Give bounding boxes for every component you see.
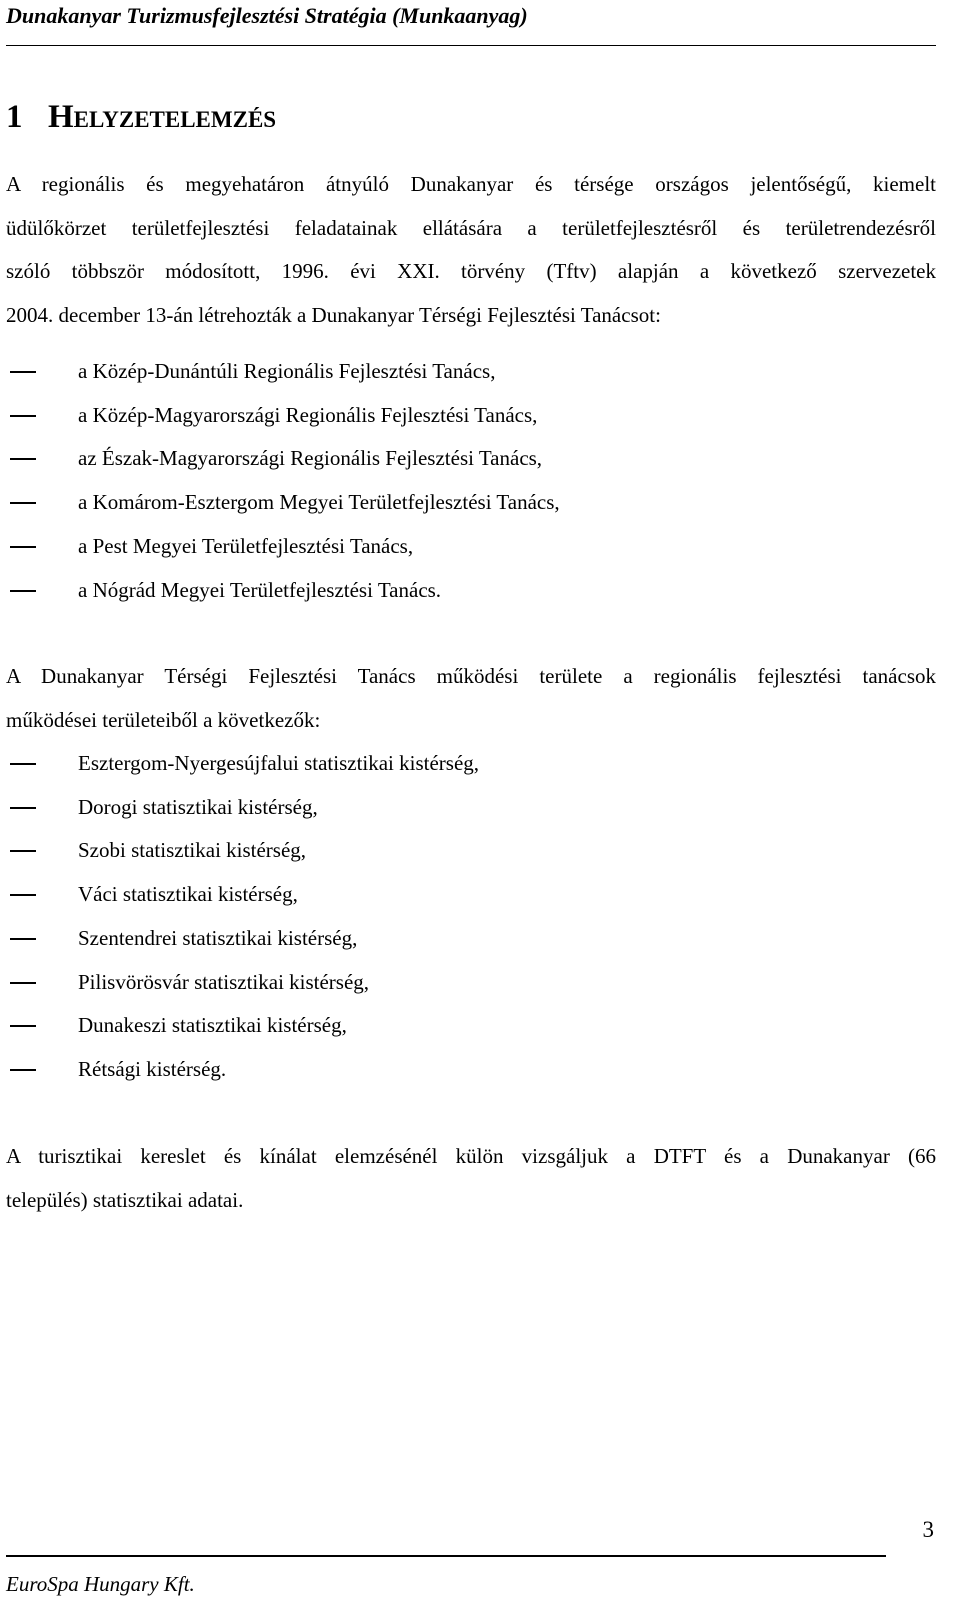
page-header-title: Dunakanyar Turizmusfejlesztési Stratégia (Munkaanyag) — [6, 3, 528, 28]
section-number: 1 — [6, 99, 23, 135]
dash-bullet-icon — [10, 807, 36, 809]
list-item — [6, 917, 479, 961]
list-item — [6, 742, 479, 786]
section-title-rest: elyzetelemzés — [73, 99, 277, 135]
dash-bullet-icon — [10, 458, 36, 460]
list-item — [6, 481, 560, 525]
paragraph-line: működései területeiből a következők: — [6, 707, 321, 732]
paragraph-intro — [6, 163, 936, 338]
list-item — [6, 350, 560, 394]
footer-rule — [6, 1555, 886, 1557]
dash-bullet-icon — [10, 763, 36, 765]
dash-bullet-icon — [10, 415, 36, 417]
list-item-text: a Közép-Dunántúli Regionális Fejlesztési Tanács, — [78, 359, 496, 383]
list-item — [6, 525, 560, 569]
list-item — [6, 961, 479, 1005]
dash-bullet-icon — [10, 371, 36, 373]
list-item-text: Váci statisztikai kistérség, — [78, 882, 298, 907]
dash-bullet-icon — [10, 546, 36, 548]
paragraph-line: szóló többször módosított, 1996. évi XXI. törvény (Tftv) alapján a következő szervezetek — [6, 259, 936, 284]
list-item-text: a Komárom-Esztergom Megyei Területfejlesztési Tanács, — [78, 490, 560, 515]
list-item-text: Szobi statisztikai kistérség, — [78, 838, 307, 863]
dash-bullet-icon — [10, 982, 36, 984]
paragraph-line: A turisztikai kereslet és kínálat elemzésénél külön vizsgáljuk a DTFT és a Dunakanyar (66 — [6, 1144, 936, 1168]
footer-company: EuroSpa Hungary Kft. — [6, 1572, 195, 1596]
dash-bullet-icon — [10, 502, 36, 504]
paragraph-line: üdülőkörzet területfejlesztési feladatainak ellátására a területfejlesztésről és területrendezésről — [6, 215, 936, 240]
paragraph-area — [6, 655, 936, 742]
dash-bullet-icon — [10, 590, 36, 592]
paragraph-line: A Dunakanyar Térségi Fejlesztési Tanács működési területe a regionális fejlesztési tanácsok — [6, 664, 936, 688]
list-item — [6, 394, 560, 438]
list-item — [6, 437, 560, 481]
section-heading — [6, 95, 276, 139]
list-item — [6, 1048, 479, 1092]
list-item — [6, 1004, 479, 1048]
list-item-text: Dorogi statisztikai kistérség, — [78, 794, 318, 819]
list-item-text: az Észak-Magyarországi Regionális Fejlesztési Tanács, — [78, 446, 543, 471]
list-item-text: a Nógrád Megyei Területfejlesztési Tanács. — [78, 577, 442, 602]
paragraph-analysis — [6, 1135, 936, 1222]
list-item-text: Dunakeszi statisztikai kistérség, — [78, 1013, 347, 1038]
dash-bullet-icon — [10, 1069, 36, 1071]
paragraph-line: 2004. december 13-án létrehozták a Dunakanyar Térségi Fejlesztési Tanácsot: — [6, 303, 661, 328]
list-item-text: Rétsági kistérség. — [78, 1056, 227, 1081]
list-item-text: a Közép-Magyarországi Regionális Fejlesztési Tanács, — [78, 402, 538, 427]
header-rule — [6, 45, 936, 46]
dash-bullet-icon — [10, 894, 36, 896]
section-title-initial: H — [48, 99, 74, 135]
dash-bullet-icon — [10, 1025, 36, 1027]
council-list — [6, 350, 560, 612]
list-item — [6, 873, 479, 917]
list-item-text: Esztergom-Nyergesújfalui statisztikai kistérség, — [78, 751, 480, 775]
list-item — [6, 829, 479, 873]
paragraph-line: A regionális és megyehatáron átnyúló Dunakanyar és térsége országos jelentőségű, kiemelt — [6, 172, 936, 196]
list-item — [6, 786, 479, 830]
paragraph-line: település) statisztikai adatai. — [6, 1187, 244, 1212]
dash-bullet-icon — [10, 850, 36, 852]
list-item-text: Pilisvörösvár statisztikai kistérség, — [78, 969, 370, 994]
dash-bullet-icon — [10, 938, 36, 940]
list-item-text: Szentendrei statisztikai kistérség, — [78, 925, 358, 950]
page-number: 3 — [922, 1517, 934, 1542]
list-item-text: a Pest Megyei Területfejlesztési Tanács, — [78, 533, 414, 558]
list-item — [6, 569, 560, 613]
subregion-list — [6, 742, 479, 1092]
